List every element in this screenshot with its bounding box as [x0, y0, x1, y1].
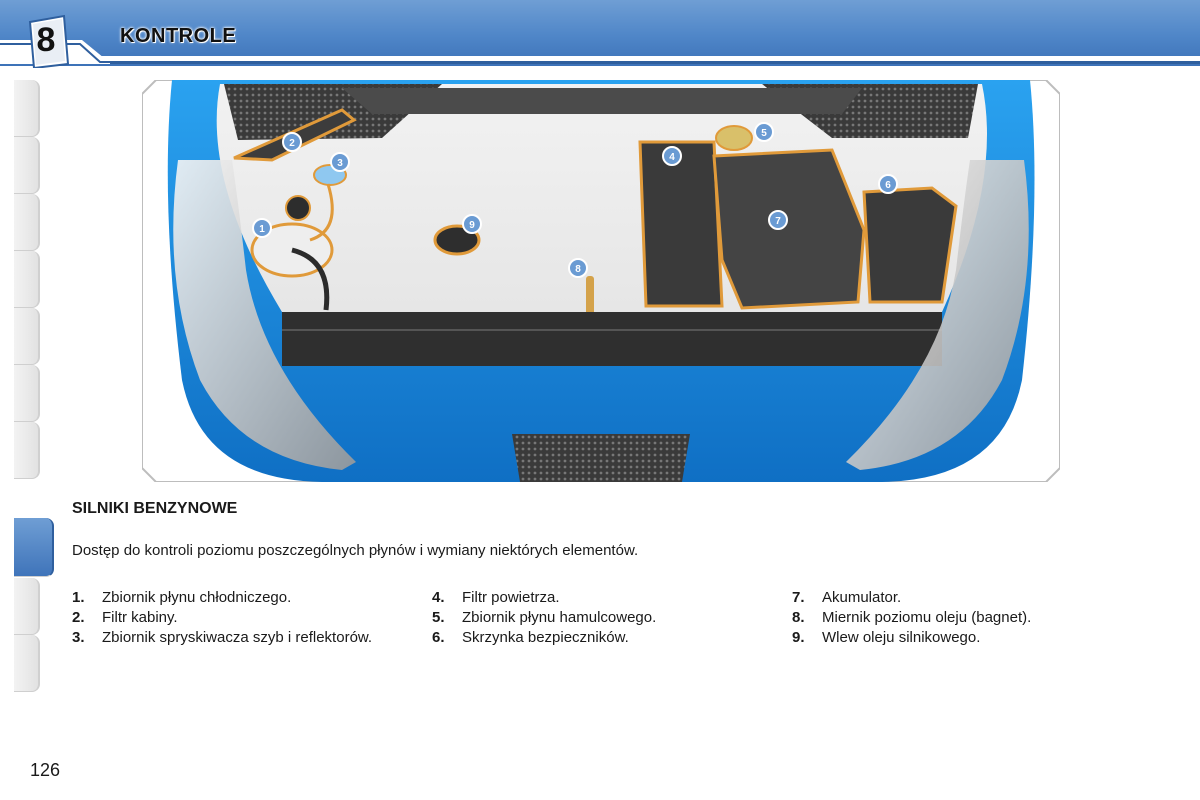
legend-number: 7. [792, 589, 805, 606]
callout-4: 4 [669, 152, 675, 163]
legend-column-3 [792, 588, 1122, 648]
legend-item [792, 588, 1122, 607]
legend-text: Zbiornik spryskiwacza szyb i reflektorów. [102, 629, 373, 646]
chapter-tab[interactable] [14, 635, 40, 692]
legend-text: Miernik poziomu oleju (bagnet). [822, 609, 1032, 626]
legend-number: 6. [432, 629, 445, 646]
legend-column-2 [432, 588, 762, 648]
legend-item [792, 608, 1122, 627]
legend-text: Akumulator. [822, 589, 902, 606]
intro-paragraph: Dostęp do kontroli poziomu poszczególnych płynów i wymiany niektórych elementów. [72, 542, 639, 559]
legend-text: Zbiornik płynu chłodniczego. [102, 589, 292, 606]
legend-number: 4. [432, 589, 445, 606]
legend-item [432, 628, 762, 647]
legend-text: Filtr powietrza. [462, 589, 560, 606]
legend-item [72, 588, 402, 607]
chapter-tab[interactable] [14, 194, 40, 251]
chapter-tab[interactable] [14, 308, 40, 365]
chapter-tab[interactable] [14, 578, 40, 635]
callout-3: 3 [337, 158, 343, 169]
legend-text: Wlew oleju silnikowego. [822, 629, 981, 646]
header-divider-shadow [0, 61, 1200, 64]
chapter-number: 8 [36, 21, 56, 59]
section-subtitle: SILNIKI BENZYNOWE [72, 500, 238, 517]
chapter-tab[interactable] [14, 422, 40, 479]
legend-number: 8. [792, 609, 805, 626]
callout-5: 5 [761, 128, 767, 139]
legend-text: Skrzynka bezpieczników. [462, 629, 629, 646]
chapter-tab[interactable] [14, 80, 40, 137]
callout-6: 6 [885, 180, 891, 191]
page-number: 126 [30, 760, 61, 780]
legend-number: 5. [432, 609, 445, 626]
legend-item [72, 608, 402, 627]
legend-item [72, 628, 402, 647]
legend-column-1 [72, 588, 402, 648]
legend-item [432, 588, 762, 607]
legend-item [432, 608, 762, 627]
callout-2: 2 [289, 138, 295, 149]
legend-number: 1. [72, 589, 85, 606]
callout-9: 9 [469, 220, 475, 231]
legend-text: Filtr kabiny. [102, 609, 178, 626]
legend-text: Zbiornik płynu hamulcowego. [462, 609, 657, 626]
chapter-tab-active[interactable] [14, 518, 54, 577]
callout-7: 7 [775, 216, 781, 227]
section-title: KONTROLE [120, 25, 237, 47]
callout-8: 8 [575, 264, 581, 275]
legend-number: 2. [72, 609, 85, 626]
chapter-tab[interactable] [14, 365, 40, 422]
legend-item [792, 628, 1122, 647]
legend-number: 9. [792, 629, 805, 646]
engine-bay-svg [142, 80, 1060, 482]
chapter-tabs [14, 80, 42, 720]
chapter-tab[interactable] [14, 137, 40, 194]
chapter-tab[interactable] [14, 251, 40, 308]
engine-bay-illustration [142, 80, 1060, 482]
callout-1: 1 [259, 224, 265, 235]
legend-number: 3. [72, 629, 85, 646]
